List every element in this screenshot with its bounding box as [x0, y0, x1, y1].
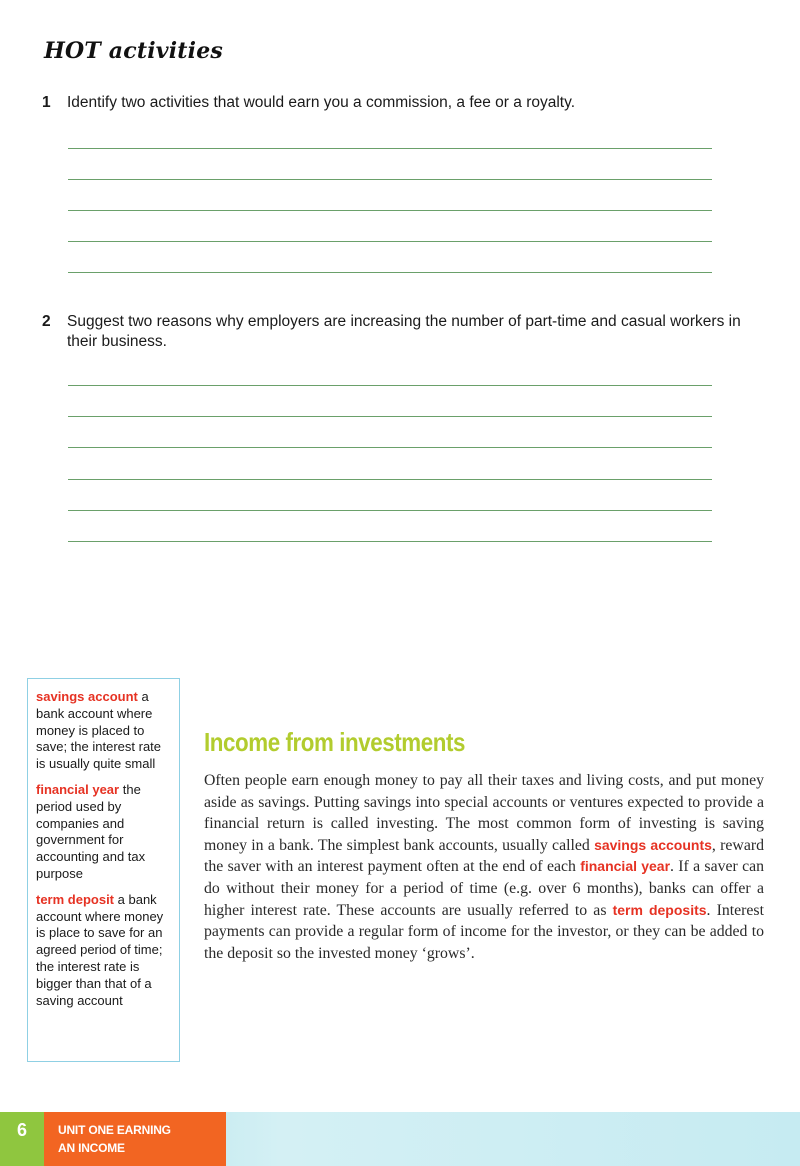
unit-label-tab	[44, 1112, 226, 1166]
question-text: Suggest two reasons why employers are increasing the number of part-time and casual workers in their business.	[67, 313, 741, 350]
answer-line[interactable]	[68, 416, 712, 417]
answer-line[interactable]	[68, 241, 712, 242]
unit-label: UNIT ONE EARNING AN INCOME	[58, 1123, 171, 1155]
activities-title: HOT activities	[44, 38, 223, 64]
answer-line[interactable]	[68, 510, 712, 511]
page-number: 6	[0, 1112, 44, 1166]
section-heading: Income from investments	[204, 727, 465, 757]
answer-line[interactable]	[68, 447, 712, 448]
body-text-part: . Interest payments can provide a regular form of income for the investor, or they can be added to the deposit so the invested money ‘grows’.	[204, 901, 764, 962]
body-text-part: Often people earn enough money to pay all their taxes and living costs, and put money aside as savings. Putting savings into special accounts or ventures expected to provide a financial return is called investing. The most common form of investing is saving money in a bank. The simplest bank accounts, usually called	[204, 772, 764, 854]
answer-line[interactable]	[68, 179, 712, 180]
answer-line[interactable]	[68, 272, 712, 273]
highlighted-term: savings accounts	[594, 836, 712, 853]
glossary-definition: the period used by companies and government for accounting and tax purpose	[36, 781, 146, 881]
glossary-term: term deposit	[36, 891, 115, 907]
answer-line[interactable]	[68, 479, 712, 480]
question-text: Identify two activities that would earn you a commission, a fee or a royalty.	[67, 94, 576, 111]
question-number: 1	[42, 94, 51, 111]
answer-line[interactable]	[68, 385, 712, 386]
glossary-box	[27, 678, 180, 1062]
glossary-entry	[36, 782, 173, 883]
body-text-part: . If a saver can do without their money for a period of time (e.g. over 6 months), banks can offer a higher interest rate. These accounts are usually referred to as	[204, 858, 764, 919]
question-number: 2	[42, 313, 51, 330]
body-paragraph	[204, 770, 764, 964]
glossary-term: savings account	[36, 689, 138, 704]
glossary-definition: a bank account where money is placed to save; the interest rate is usually quite small	[36, 689, 162, 772]
glossary-definition: a bank account where money is place to save for an agreed period of time; the interest rate is bigger than that of a saving account	[36, 891, 164, 1008]
answer-line[interactable]	[68, 210, 712, 211]
glossary-term: financial year	[36, 781, 120, 797]
answer-line[interactable]	[68, 148, 712, 149]
body-text-part: , reward the saver with an interest payment often at the end of each	[204, 836, 764, 876]
glossary-entry	[36, 689, 173, 773]
highlighted-term: term deposits	[612, 901, 707, 918]
answer-line[interactable]	[68, 541, 712, 542]
glossary-entry	[36, 892, 173, 1010]
highlighted-term: financial year	[580, 858, 671, 875]
